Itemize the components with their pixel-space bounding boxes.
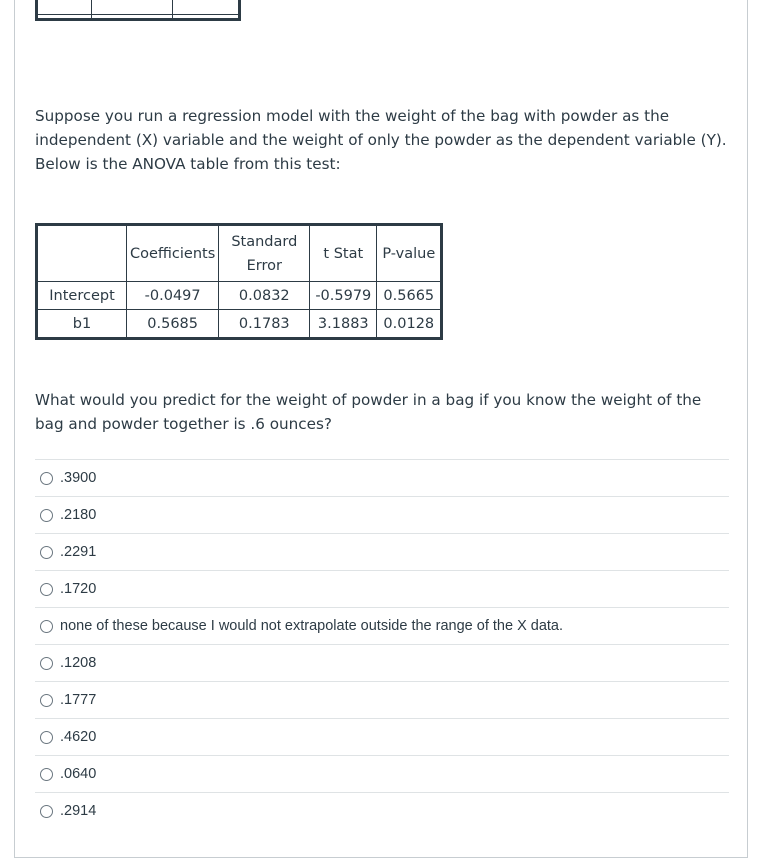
answer-option[interactable] (35, 607, 729, 644)
radio-button[interactable] (40, 620, 53, 633)
table-cell: Intercept (37, 282, 127, 310)
answer-label: .2291 (60, 544, 97, 560)
answer-label: none of these because I would not extrapolate outside the range of the X data. (60, 618, 564, 634)
answer-option[interactable] (35, 792, 729, 829)
answer-label: .2180 (60, 507, 97, 523)
answer-option[interactable] (35, 718, 729, 755)
radio-button[interactable] (40, 583, 53, 596)
previous-table-fragment (35, 0, 241, 21)
table-header-cell: Standard Error (219, 225, 310, 282)
radio-button[interactable] (40, 657, 53, 670)
table-cell: 0.1783 (219, 310, 310, 339)
anova-table (35, 223, 443, 340)
answer-label: .2914 (60, 803, 97, 819)
table-cell: b1 (37, 310, 127, 339)
table-row (37, 310, 442, 339)
answer-option[interactable] (35, 681, 729, 718)
answer-list (35, 459, 729, 829)
answer-label: .1208 (60, 655, 97, 671)
radio-button[interactable] (40, 768, 53, 781)
radio-button[interactable] (40, 731, 53, 744)
radio-button[interactable] (40, 546, 53, 559)
radio-button[interactable] (40, 805, 53, 818)
table-cell: 0.0128 (377, 310, 442, 339)
answer-label: .1720 (60, 581, 97, 597)
table-row (37, 282, 442, 310)
radio-button[interactable] (40, 509, 53, 522)
table-header-cell: Coefficients (127, 225, 219, 282)
answer-option[interactable] (35, 644, 729, 681)
table-header-cell: t Stat (310, 225, 377, 282)
answer-label: .4620 (60, 729, 97, 745)
question-intro: Suppose you run a regression model with the weight of the bag with powder as the independent (X) variable and the weight of only the powder as the dependent variable (Y). Below is the ANOVA table from this test: (35, 107, 727, 173)
radio-button[interactable] (40, 472, 53, 485)
answer-option[interactable] (35, 570, 729, 607)
table-cell: 0.5685 (127, 310, 219, 339)
answer-option[interactable] (35, 533, 729, 570)
answer-label: .0640 (60, 766, 97, 782)
table-header-cell: P-value (377, 225, 442, 282)
table-header-cell (37, 225, 127, 282)
radio-button[interactable] (40, 694, 53, 707)
table-cell: -0.0497 (127, 282, 219, 310)
table-cell: -0.5979 (310, 282, 377, 310)
table-cell: 0.0832 (219, 282, 310, 310)
table-cell: 0.5665 (377, 282, 442, 310)
answer-option[interactable] (35, 459, 729, 496)
question-prompt: What would you predict for the weight of powder in a bag if you know the weight of the bag and powder together is .6 ounces? (35, 391, 702, 433)
answer-option[interactable] (35, 496, 729, 533)
answer-option[interactable] (35, 755, 729, 792)
answer-label: .3900 (60, 470, 97, 486)
table-header-row (37, 225, 442, 282)
answer-label: .1777 (60, 692, 97, 708)
table-cell: 3.1883 (310, 310, 377, 339)
